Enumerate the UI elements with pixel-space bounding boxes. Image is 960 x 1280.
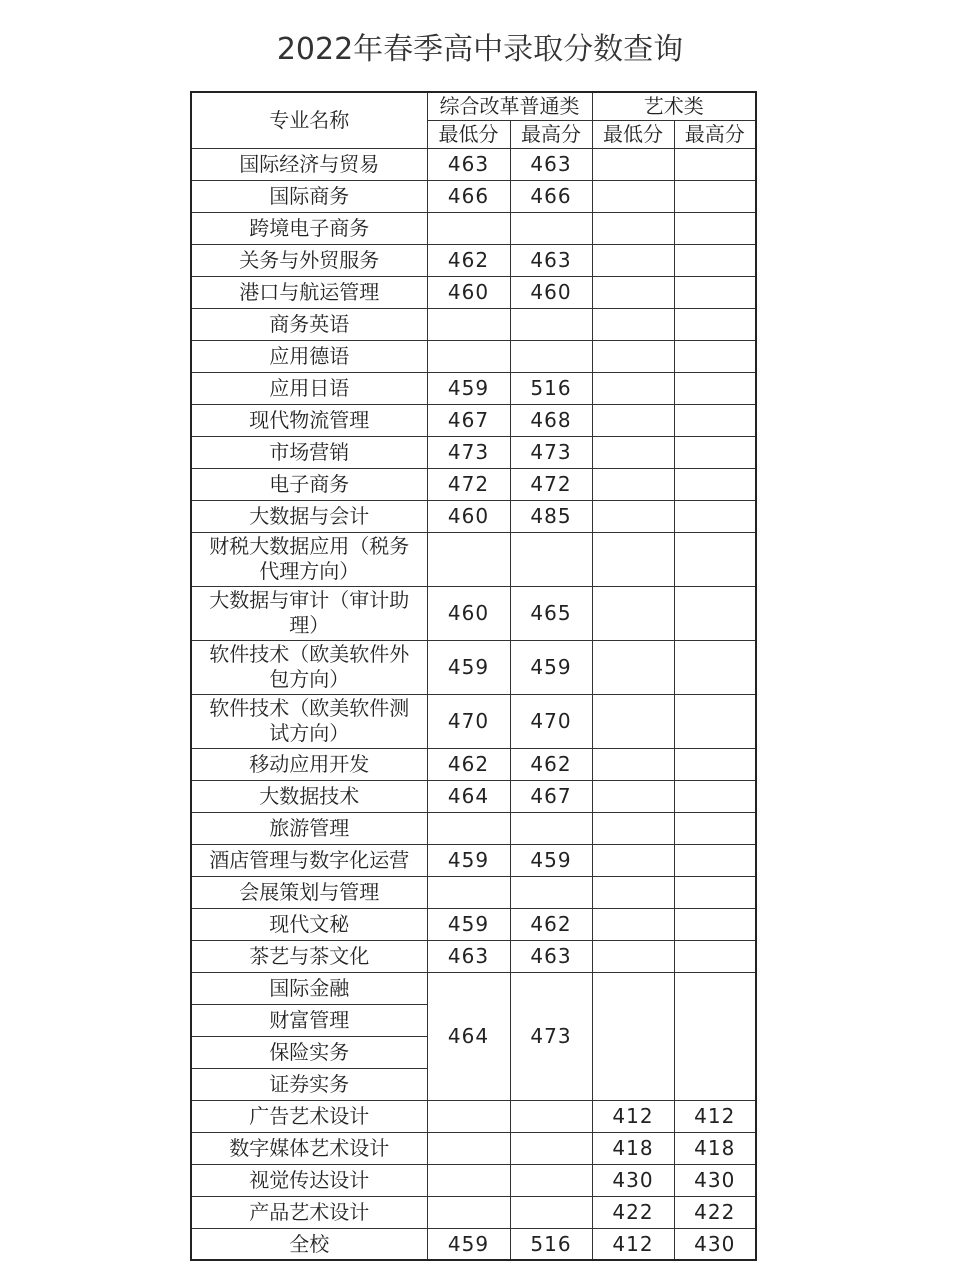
table-row [191, 694, 756, 748]
table-row [191, 748, 756, 780]
table-row [191, 586, 756, 640]
general-min-cell: 459 [427, 908, 510, 940]
general-min-cell: 473 [427, 436, 510, 468]
general-min-cell: 464 [427, 780, 510, 812]
major-name-cell: 商务英语 [191, 308, 427, 340]
art-max-header: 最高分 [674, 120, 756, 148]
major-name-cell: 市场营销 [191, 436, 427, 468]
general-min-cell: 459 [427, 372, 510, 404]
art-min-cell [592, 876, 674, 908]
general-min-cell [427, 812, 510, 844]
art-min-cell [592, 972, 674, 1100]
art-max-cell [674, 876, 756, 908]
general-max-cell: 470 [510, 694, 592, 748]
art-max-cell [674, 436, 756, 468]
table-row [191, 308, 756, 340]
table-row [191, 532, 756, 586]
major-name-cell: 软件技术（欧美软件测试方向） [191, 694, 427, 748]
major-name-cell: 保险实务 [191, 1036, 427, 1068]
general-min-cell: 467 [427, 404, 510, 436]
table-row [191, 404, 756, 436]
general-min-cell [427, 1196, 510, 1228]
general-max-cell: 472 [510, 468, 592, 500]
table-row [191, 1196, 756, 1228]
general-max-cell [510, 812, 592, 844]
art-min-cell [592, 640, 674, 694]
table-row [191, 780, 756, 812]
major-name-cell: 广告艺术设计 [191, 1100, 427, 1132]
major-name-cell: 跨境电子商务 [191, 212, 427, 244]
general-max-cell: 462 [510, 908, 592, 940]
art-min-cell [592, 694, 674, 748]
general-min-cell [427, 532, 510, 586]
major-name-cell: 大数据与会计 [191, 500, 427, 532]
major-name-cell: 移动应用开发 [191, 748, 427, 780]
art-min-cell [592, 340, 674, 372]
general-max-cell: 463 [510, 148, 592, 180]
table-row [191, 468, 756, 500]
general-min-header: 最低分 [427, 120, 510, 148]
art-min-cell: 422 [592, 1196, 674, 1228]
general-min-cell: 460 [427, 586, 510, 640]
major-name-cell: 旅游管理 [191, 812, 427, 844]
general-max-cell [510, 876, 592, 908]
general-max-cell: 460 [510, 276, 592, 308]
art-max-cell [674, 844, 756, 876]
general-max-cell [510, 1196, 592, 1228]
general-max-cell: 459 [510, 844, 592, 876]
major-name-cell: 茶艺与茶文化 [191, 940, 427, 972]
general-min-cell: 463 [427, 940, 510, 972]
major-name-cell: 大数据技术 [191, 780, 427, 812]
art-min-cell [592, 468, 674, 500]
art-max-cell: 418 [674, 1132, 756, 1164]
major-name-cell: 国际经济与贸易 [191, 148, 427, 180]
art-min-cell [592, 844, 674, 876]
art-max-cell [674, 372, 756, 404]
total-art-max-cell: 430 [674, 1228, 756, 1260]
score-table-body [191, 92, 756, 1260]
table-row [191, 1100, 756, 1132]
general-max-cell: 467 [510, 780, 592, 812]
major-name-cell: 数字媒体艺术设计 [191, 1132, 427, 1164]
art-min-cell: 418 [592, 1132, 674, 1164]
general-max-cell: 459 [510, 640, 592, 694]
art-min-cell [592, 586, 674, 640]
art-max-cell [674, 694, 756, 748]
art-min-header: 最低分 [592, 120, 674, 148]
major-name-cell: 现代文秘 [191, 908, 427, 940]
art-group-header: 艺术类 [592, 92, 756, 120]
major-name-cell: 电子商务 [191, 468, 427, 500]
art-min-cell [592, 436, 674, 468]
major-name-cell: 国际金融 [191, 972, 427, 1004]
table-row [191, 876, 756, 908]
general-max-cell [510, 532, 592, 586]
art-max-cell [674, 180, 756, 212]
art-min-cell [592, 276, 674, 308]
art-min-cell [592, 212, 674, 244]
art-max-cell [674, 908, 756, 940]
art-min-cell [592, 308, 674, 340]
general-max-cell [510, 1100, 592, 1132]
table-row [191, 276, 756, 308]
art-min-cell [592, 404, 674, 436]
art-min-cell: 430 [592, 1164, 674, 1196]
general-max-cell: 473 [510, 436, 592, 468]
general-max-cell: 485 [510, 500, 592, 532]
table-row [191, 500, 756, 532]
general-max-cell: 465 [510, 586, 592, 640]
art-min-cell [592, 780, 674, 812]
table-row [191, 844, 756, 876]
general-max-cell [510, 212, 592, 244]
major-name-cell: 国际商务 [191, 180, 427, 212]
major-name-cell: 视觉传达设计 [191, 1164, 427, 1196]
major-name-cell: 港口与航运管理 [191, 276, 427, 308]
general-min-cell: 466 [427, 180, 510, 212]
art-max-cell [674, 972, 756, 1100]
general-max-cell: 468 [510, 404, 592, 436]
major-name-cell: 软件技术（欧美软件外包方向） [191, 640, 427, 694]
table-row [191, 244, 756, 276]
general-max-cell [510, 308, 592, 340]
art-max-cell [674, 212, 756, 244]
major-column-header: 专业名称 [191, 92, 427, 148]
art-min-cell [592, 500, 674, 532]
total-art-min-cell: 412 [592, 1228, 674, 1260]
art-max-cell [674, 244, 756, 276]
general-max-cell: 466 [510, 180, 592, 212]
art-min-cell [592, 532, 674, 586]
art-max-cell: 422 [674, 1196, 756, 1228]
general-min-cell [427, 340, 510, 372]
art-max-cell [674, 640, 756, 694]
art-max-cell [674, 468, 756, 500]
general-group-header: 综合改革普通类 [427, 92, 592, 120]
header-row-groups [191, 92, 756, 120]
art-min-cell [592, 908, 674, 940]
art-max-cell [674, 780, 756, 812]
general-max-cell: 473 [510, 972, 592, 1100]
art-max-cell [674, 308, 756, 340]
general-max-cell: 516 [510, 372, 592, 404]
general-max-cell [510, 340, 592, 372]
art-max-cell [674, 940, 756, 972]
art-min-cell [592, 148, 674, 180]
art-max-cell: 412 [674, 1100, 756, 1132]
art-min-cell [592, 180, 674, 212]
general-min-cell: 462 [427, 748, 510, 780]
major-name-cell: 财税大数据应用（税务代理方向） [191, 532, 427, 586]
art-min-cell [592, 748, 674, 780]
major-name-cell: 产品艺术设计 [191, 1196, 427, 1228]
general-max-header: 最高分 [510, 120, 592, 148]
total-general-min-cell: 459 [427, 1228, 510, 1260]
art-max-cell [674, 748, 756, 780]
general-min-cell: 462 [427, 244, 510, 276]
general-min-cell: 464 [427, 972, 510, 1100]
art-max-cell [674, 532, 756, 586]
general-min-cell [427, 876, 510, 908]
admission-score-table [190, 91, 757, 1261]
art-max-cell [674, 500, 756, 532]
general-min-cell [427, 1164, 510, 1196]
general-min-cell [427, 308, 510, 340]
table-row [191, 972, 756, 1004]
major-name-cell: 财富管理 [191, 1004, 427, 1036]
general-min-cell: 460 [427, 500, 510, 532]
major-name-cell: 应用日语 [191, 372, 427, 404]
total-general-max-cell: 516 [510, 1228, 592, 1260]
major-name-cell: 关务与外贸服务 [191, 244, 427, 276]
table-row [191, 1132, 756, 1164]
art-min-cell [592, 244, 674, 276]
general-min-cell [427, 212, 510, 244]
art-max-cell [674, 404, 756, 436]
general-min-cell: 463 [427, 148, 510, 180]
art-max-cell [674, 276, 756, 308]
table-row [191, 148, 756, 180]
major-name-cell: 现代物流管理 [191, 404, 427, 436]
table-row [191, 940, 756, 972]
art-max-cell [674, 148, 756, 180]
general-max-cell [510, 1132, 592, 1164]
major-name-cell: 酒店管理与数字化运营 [191, 844, 427, 876]
table-row [191, 180, 756, 212]
table-row [191, 340, 756, 372]
art-min-cell [592, 372, 674, 404]
art-max-cell [674, 340, 756, 372]
table-row [191, 372, 756, 404]
table-row [191, 908, 756, 940]
general-min-cell [427, 1100, 510, 1132]
table-row [191, 640, 756, 694]
general-min-cell: 472 [427, 468, 510, 500]
art-min-cell [592, 812, 674, 844]
art-max-cell: 430 [674, 1164, 756, 1196]
general-max-cell: 462 [510, 748, 592, 780]
general-min-cell [427, 1132, 510, 1164]
major-name-cell: 证券实务 [191, 1068, 427, 1100]
general-min-cell: 470 [427, 694, 510, 748]
general-max-cell: 463 [510, 940, 592, 972]
art-min-cell [592, 940, 674, 972]
major-name-cell: 大数据与审计（审计助理） [191, 586, 427, 640]
art-max-cell [674, 812, 756, 844]
general-max-cell [510, 1164, 592, 1196]
total-row [191, 1228, 756, 1260]
table-row [191, 436, 756, 468]
major-name-cell: 会展策划与管理 [191, 876, 427, 908]
major-name-cell: 应用德语 [191, 340, 427, 372]
art-min-cell: 412 [592, 1100, 674, 1132]
table-row [191, 1164, 756, 1196]
page-title: 2022年春季高中录取分数查询 [276, 32, 684, 67]
total-label-cell: 全校 [191, 1228, 427, 1260]
general-min-cell: 459 [427, 640, 510, 694]
general-min-cell: 460 [427, 276, 510, 308]
table-row [191, 812, 756, 844]
general-max-cell: 463 [510, 244, 592, 276]
table-row [191, 212, 756, 244]
art-max-cell [674, 586, 756, 640]
general-min-cell: 459 [427, 844, 510, 876]
